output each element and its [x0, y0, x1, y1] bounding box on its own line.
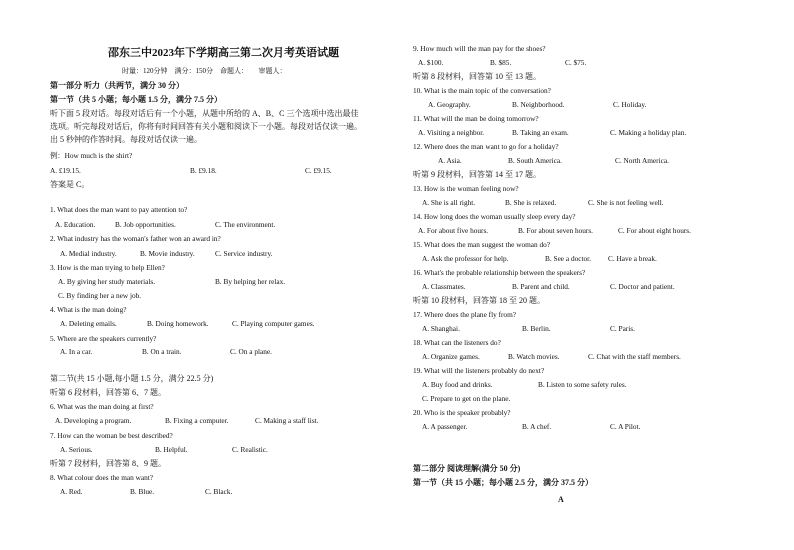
q9-option-a: A. $100. [418, 58, 444, 67]
question-2: 2. What industry has the woman's father won an award in? [50, 234, 221, 243]
q6-option-b: B. Fixing a computer. [165, 416, 229, 425]
q13-option-a: A. She is all right. [422, 198, 476, 207]
question-13: 13. How is the woman feeling now? [413, 184, 519, 193]
q6-option-a: A. Developing a program. [55, 416, 132, 425]
question-10: 10. What is the main topic of the conversation? [413, 86, 551, 95]
question-16: 16. What's the probable relationship between the speakers? [413, 268, 586, 277]
example-option-b: B. £9.18. [190, 166, 217, 175]
q4-option-c: C. Playing computer games. [232, 319, 315, 328]
q7-option-c: C. Realistic. [232, 445, 268, 454]
question-20: 20. Who is the speaker probably? [413, 408, 511, 417]
q12-option-b: B. South America. [508, 156, 562, 165]
q16-option-a: A. Classmates. [422, 282, 466, 291]
q17-option-c: C. Paris. [610, 324, 635, 333]
question-11: 11. What will the man be doing tomorrow? [413, 114, 539, 123]
q11-option-a: A. Visiting a neighbor. [418, 128, 485, 137]
q11-option-b: B. Taking an exam. [512, 128, 569, 137]
question-9: 9. How much will the man pay for the shoes? [413, 44, 546, 53]
question-7: 7. How can the woman be best described? [50, 431, 173, 440]
listen-6-instruction: 听第 6 段材料，回答第 6、7 题。 [50, 388, 166, 397]
example-option-a: A. £19.15. [50, 166, 81, 175]
q18-option-a: A. Organize games. [422, 352, 480, 361]
q8-option-c: C. Black. [205, 487, 233, 496]
part2-heading: 第二部分 阅读理解(满分 50 分) [413, 464, 521, 473]
q14-option-a: A. For about five hours. [418, 226, 489, 235]
reading-section1-heading: 第一节（共 15 小题；每小题 2.5 分，满分 37.5 分） [413, 478, 593, 487]
question-6: 6. What was the man doing at first? [50, 402, 154, 411]
q8-option-a: A. Red. [60, 487, 83, 496]
q20-option-a: A. A passenger. [422, 422, 468, 431]
q20-option-c: C. A Pilot. [610, 422, 641, 431]
question-4: 4. What is the man doing? [50, 305, 127, 314]
q2-option-c: C. Service industry. [215, 249, 273, 258]
q18-option-b: B. Watch movies. [508, 352, 560, 361]
example-question: 例：How much is the shirt? [50, 151, 133, 160]
q2-option-a: A. Medial industry. [60, 249, 117, 258]
section2-heading: 第二节(共 15 小题,每小题 1.5 分，满分 22.5 分) [50, 374, 214, 383]
question-19: 19. What will the listeners probably do next? [413, 366, 545, 375]
passage-label: A [558, 495, 564, 504]
question-15: 15. What does the man suggest the woman do? [413, 240, 551, 249]
listen-10-instruction: 听第 10 段材料，回答第 18 至 20 题。 [413, 296, 545, 305]
example-answer: 答案是 C。 [50, 180, 90, 189]
q16-option-c: C. Doctor and patient. [610, 282, 675, 291]
q3-option-b: B. By helping her relax. [215, 277, 286, 286]
q2-option-b: B. Movie industry. [140, 249, 195, 258]
listen-8-instruction: 听第 8 段材料，回答第 10 至 13 题。 [413, 72, 541, 81]
q5-option-a: A. In a car. [60, 347, 93, 356]
q1-option-a: A. Education. [55, 220, 96, 229]
q19-option-b: B. Listen to some safety rules. [538, 380, 627, 389]
q9-option-b: B. $85. [490, 58, 512, 67]
q19-option-c: C. Prepare to get on the plane. [422, 394, 511, 403]
listen-7-instruction: 听第 7 段材料，回答第 8、9 题。 [50, 459, 166, 468]
q3-option-c: C. By finding her a new job. [58, 291, 142, 300]
question-12: 12. Where does the man want to go for a holiday? [413, 142, 559, 151]
q5-option-c: C. On a plane. [230, 347, 272, 356]
q4-option-a: A. Deleting emails. [60, 319, 117, 328]
question-14: 14. How long does the woman usually sleep every day? [413, 212, 576, 221]
q3-option-a: A. By giving her study materials. [58, 277, 156, 286]
question-1: 1. What does the man want to pay attention to? [50, 205, 188, 214]
section1-heading: 第一节（共 5 小题；每小题 1.5 分，满分 7.5 分） [50, 95, 222, 104]
q18-option-c: C. Chat with the staff members. [588, 352, 681, 361]
q15-option-a: A. Ask the professor for help. [422, 254, 509, 263]
question-3: 3. How is the man trying to help Ellen? [50, 263, 165, 272]
example-option-c: C. £9.15. [305, 166, 332, 175]
question-5: 5. Where are the speakers currently? [50, 334, 157, 343]
q13-option-b: B. She is relaxed. [505, 198, 557, 207]
q17-option-a: A. Shanghai. [422, 324, 460, 333]
q1-option-c: C. The environment. [215, 220, 276, 229]
q7-option-a: A. Serious. [60, 445, 93, 454]
q17-option-b: B. Berlin. [522, 324, 551, 333]
q11-option-c: C. Making a holiday plan. [610, 128, 687, 137]
part1-heading: 第一部分 听力（共两节，满分 30 分） [50, 81, 184, 90]
q9-option-c: C. $75. [565, 58, 587, 67]
q10-option-a: A. Geography. [428, 100, 471, 109]
instruction-line-2: 选项。听完每段对话后，你将有时间回答有关小题和阅读下一小题。每段对话仅读一遍。 [50, 122, 362, 131]
q13-option-c: C. She is not feeling well. [588, 198, 664, 207]
q14-option-c: C. For about eight hours. [618, 226, 691, 235]
q14-option-b: B. For about seven hours. [518, 226, 593, 235]
question-8: 8. What colour does the man want? [50, 473, 154, 482]
q10-option-c: C. Holiday. [613, 100, 647, 109]
question-17: 17. Where does the plane fly from? [413, 310, 516, 319]
exam-title: 邵东三中2023年下学期高三第二次月考英语试题 [108, 47, 339, 59]
q10-option-b: B. Neighborhood. [512, 100, 565, 109]
q20-option-b: B. A chef. [522, 422, 552, 431]
instruction-line-3: 出 5 秒钟的作答时间。每段对话仅读一遍。 [50, 135, 202, 144]
exam-meta: 时量：120分钟 满分：150分 命题人： 审题人： [122, 67, 287, 75]
q1-option-b: B. Job opportunities. [115, 220, 176, 229]
q5-option-b: B. On a train. [142, 347, 182, 356]
q8-option-b: B. Blue. [130, 487, 155, 496]
listen-9-instruction: 听第 9 段材料，回答第 14 至 17 题。 [413, 170, 541, 179]
q12-option-a: A. Asia. [438, 156, 462, 165]
question-18: 18. What can the listeners do? [413, 338, 501, 347]
q6-option-c: C. Making a staff list. [255, 416, 319, 425]
instruction-line-1: 听下面 5 段对话。每段对话后有一个小题，从题中所给的 A、B、C 三个选项中选出最佳 [50, 109, 359, 118]
q15-option-b: B. See a doctor. [545, 254, 592, 263]
q12-option-c: C. North America. [615, 156, 669, 165]
q15-option-c: C. Have a break. [608, 254, 657, 263]
q16-option-b: B. Parent and child. [512, 282, 570, 291]
q4-option-b: B. Doing homework. [147, 319, 209, 328]
q19-option-a: A. Buy food and drinks. [422, 380, 493, 389]
q7-option-b: B. Helpful. [155, 445, 188, 454]
